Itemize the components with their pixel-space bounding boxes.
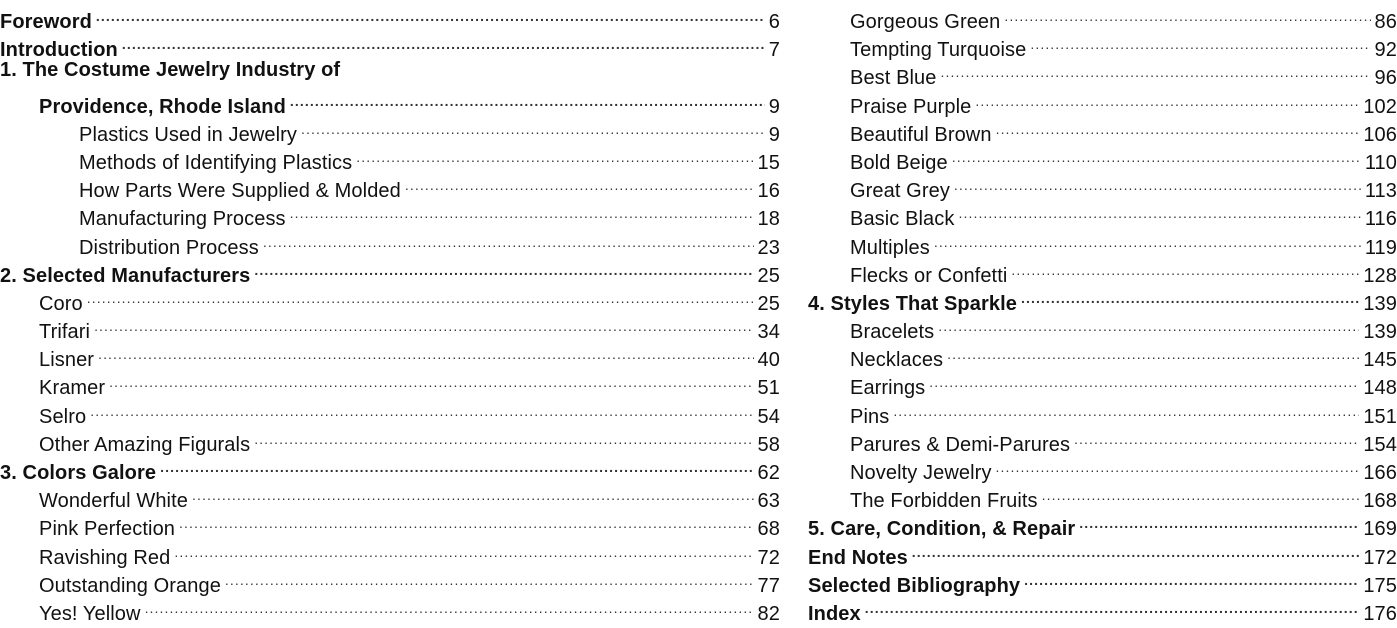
toc-entry-page-number: 25 <box>757 292 780 315</box>
dot-leader <box>192 479 754 507</box>
toc-entry-page-number: 58 <box>757 433 780 456</box>
toc-entry-page-number: 172 <box>1363 546 1397 569</box>
toc-entry-page-number: 145 <box>1363 349 1397 372</box>
toc-entry-page-number: 166 <box>1363 462 1397 484</box>
toc-entry-selro[interactable] <box>0 395 780 428</box>
toc-entry-parures-demi-parures[interactable] <box>808 423 1397 456</box>
dot-leader <box>996 113 1360 141</box>
toc-entry-title: Selro <box>39 405 87 428</box>
toc-entry-title: Gorgeous Green <box>850 11 1001 33</box>
dot-leader <box>254 423 753 451</box>
toc-entry-gorgeous-green[interactable] <box>808 0 1397 33</box>
dot-leader <box>87 282 754 310</box>
dot-leader <box>405 169 754 197</box>
toc-entry-coro[interactable] <box>0 282 780 315</box>
dot-leader <box>958 197 1360 225</box>
toc-entry-page-number: 77 <box>757 574 780 597</box>
toc-entry-title: Necklaces <box>850 349 944 372</box>
toc-entry-1-the-costume-jewelry-industry-of <box>0 56 780 84</box>
toc-entry-page-number: 23 <box>757 236 780 259</box>
toc-entry-page-number: 25 <box>757 264 780 287</box>
toc-entry-title: How Parts Were Supplied & Molded <box>79 180 401 203</box>
toc-entry-page-number: 72 <box>757 546 780 569</box>
toc-entry-page-number: 175 <box>1363 574 1397 597</box>
dot-leader <box>90 395 753 423</box>
toc-entry-title: 1. The Costume Jewelry Industry of <box>0 59 341 82</box>
toc-entry-page-number: 40 <box>757 349 780 372</box>
toc-entry-title: The Forbidden Fruits <box>850 490 1038 513</box>
dot-leader <box>952 141 1361 169</box>
toc-entry-page-number: 7 <box>768 39 780 62</box>
toc-entry-page-number: 110 <box>1364 151 1397 174</box>
dot-leader <box>356 141 753 169</box>
toc-entry-title: Beautiful Brown <box>850 123 992 146</box>
toc-entry-title: Pink Perfection <box>39 518 176 541</box>
toc-entry-page-number: 16 <box>757 180 780 203</box>
toc-entry-title: Other Amazing Figurals <box>39 433 251 456</box>
toc-entry-page-number: 151 <box>1363 405 1397 428</box>
dot-leader <box>1079 507 1359 535</box>
toc-entry-page-number: 148 <box>1363 377 1397 400</box>
dot-leader <box>301 113 765 141</box>
dot-leader <box>1074 423 1359 451</box>
toc-entry-kramer[interactable] <box>0 366 780 400</box>
toc-entry-introduction[interactable] <box>0 28 780 62</box>
toc-entry-title: Trifari <box>39 321 91 344</box>
dot-leader <box>160 451 753 479</box>
toc-entry-title: Flecks or Confetti <box>850 264 1008 287</box>
toc-entry-title: 3. Colors Galore <box>0 462 157 484</box>
toc-entry-title: 4. Styles That Sparkle <box>808 292 1017 315</box>
toc-entry-page-number: 139 <box>1363 292 1397 315</box>
toc-entry-page-number: 113 <box>1364 180 1397 203</box>
toc-entry-title: Bold Beige <box>850 151 948 174</box>
toc-entry-title: Great Grey <box>850 180 950 203</box>
toc-entry-page-number: 116 <box>1364 208 1397 231</box>
toc-entry-page-number: 96 <box>1374 67 1397 90</box>
toc-entry-trifari[interactable] <box>0 310 780 344</box>
toc-entry-page-number: 82 <box>757 602 780 625</box>
toc-entry-title: Manufacturing Process <box>79 208 286 231</box>
toc-entry-title: Novelty Jewelry <box>850 462 992 484</box>
toc-entry-page-number: 92 <box>1374 39 1397 62</box>
toc-entry-page-number: 62 <box>757 462 780 484</box>
toc-entry-page-number: 51 <box>757 377 780 400</box>
dot-leader <box>96 0 765 28</box>
toc-entry-page-number: 54 <box>757 405 780 428</box>
dot-leader <box>947 338 1359 366</box>
toc-entry-other-amazing-figurals[interactable] <box>0 423 780 456</box>
toc-entry-page-number: 139 <box>1363 321 1397 344</box>
toc-entry-title: Bracelets <box>850 321 935 344</box>
toc-entry-title: Lisner <box>39 349 95 372</box>
dot-leader <box>290 85 765 113</box>
toc-entry-page-number: 18 <box>757 208 780 231</box>
toc-entry-title: Outstanding Orange <box>39 574 221 597</box>
dot-leader <box>179 507 754 535</box>
toc-entry-page-number: 9 <box>768 95 780 118</box>
toc-entry-title: Foreword <box>0 11 92 33</box>
dot-leader <box>1030 28 1370 56</box>
toc-entry-title: Methods of Identifying Plastics <box>79 151 353 174</box>
toc-entry-title: Earrings <box>850 377 926 400</box>
dot-leader <box>225 564 754 592</box>
toc-entry-title: Coro <box>39 292 83 315</box>
toc-entry-title: Kramer <box>39 377 106 400</box>
toc-entry-lisner[interactable] <box>0 338 780 372</box>
toc-entry-page-number: 168 <box>1363 490 1397 513</box>
dot-leader <box>122 28 765 56</box>
dot-leader <box>1042 479 1360 507</box>
toc-entry-title: Providence, Rhode Island <box>39 95 286 118</box>
dot-leader <box>263 226 754 254</box>
dot-leader <box>938 310 1359 338</box>
dot-leader <box>98 338 753 366</box>
toc-entry-title: Introduction <box>0 39 118 62</box>
toc-entry-title: Selected Bibliography <box>808 574 1021 597</box>
dot-leader <box>174 536 753 564</box>
toc-entry-title: Index <box>808 602 861 625</box>
toc-entry-title: Best Blue <box>850 67 937 90</box>
toc-entry-page-number: 102 <box>1363 95 1397 118</box>
dot-leader <box>929 366 1359 394</box>
toc-entry-page-number: 86 <box>1374 11 1397 33</box>
toc-entry-title: 2. Selected Manufacturers <box>0 264 251 287</box>
toc-entry-title: Praise Purple <box>850 95 972 118</box>
dot-leader <box>1011 254 1359 282</box>
dot-leader <box>254 254 753 282</box>
toc-entry-title: Yes! Yellow <box>39 602 141 625</box>
toc-entry-page-number: 106 <box>1363 123 1397 146</box>
dot-leader <box>1021 282 1359 310</box>
dot-leader <box>941 56 1371 84</box>
toc-entry-title: Wonderful White <box>39 490 188 513</box>
toc-entry-title: Plastics Used in Jewelry <box>79 123 298 146</box>
toc-entry-title: Ravishing Red <box>39 546 171 569</box>
toc-entry-title: Distribution Process <box>79 236 259 259</box>
dot-leader <box>996 451 1360 479</box>
toc-right-column <box>808 0 1397 625</box>
toc-entry-page-number: 119 <box>1364 236 1397 259</box>
toc-entry-title: Basic Black <box>850 208 955 231</box>
toc-entry-page-number: 6 <box>768 11 780 33</box>
dot-leader <box>109 366 753 394</box>
toc-entry-title: Pins <box>850 405 890 428</box>
toc-entry-page-number: 128 <box>1363 264 1397 287</box>
dot-leader <box>893 395 1359 423</box>
dot-leader <box>934 226 1361 254</box>
toc-entry-providence-rhode-island[interactable] <box>0 85 780 118</box>
toc-entry-page-number: 15 <box>757 151 780 174</box>
dot-leader <box>912 536 1360 564</box>
toc-entry-page-number: 34 <box>757 321 780 344</box>
toc-entry-page-number: 63 <box>757 490 780 513</box>
toc-entry-page-number: 68 <box>757 518 780 541</box>
toc-entry-pins[interactable] <box>808 395 1397 428</box>
toc-entry-foreword[interactable] <box>0 0 780 33</box>
toc-entry-title: Multiples <box>850 236 930 259</box>
dot-leader <box>1024 564 1359 592</box>
toc-entry-page-number: 154 <box>1363 433 1397 456</box>
toc-entry-title: Tempting Turquoise <box>850 39 1027 62</box>
toc-entry-page-number: 176 <box>1363 602 1397 625</box>
toc-entry-page-number: 169 <box>1363 518 1397 541</box>
dot-leader <box>1004 0 1370 28</box>
toc-entry-title: Parures & Demi-Parures <box>850 433 1071 456</box>
dot-leader <box>954 169 1361 197</box>
toc-entry-page-number: 9 <box>768 123 780 146</box>
dot-leader <box>975 85 1359 113</box>
dot-leader <box>290 197 754 225</box>
toc-entry-title: End Notes <box>808 546 908 569</box>
toc-entry-title: 5. Care, Condition, & Repair <box>808 518 1076 541</box>
dot-leader <box>94 310 753 338</box>
